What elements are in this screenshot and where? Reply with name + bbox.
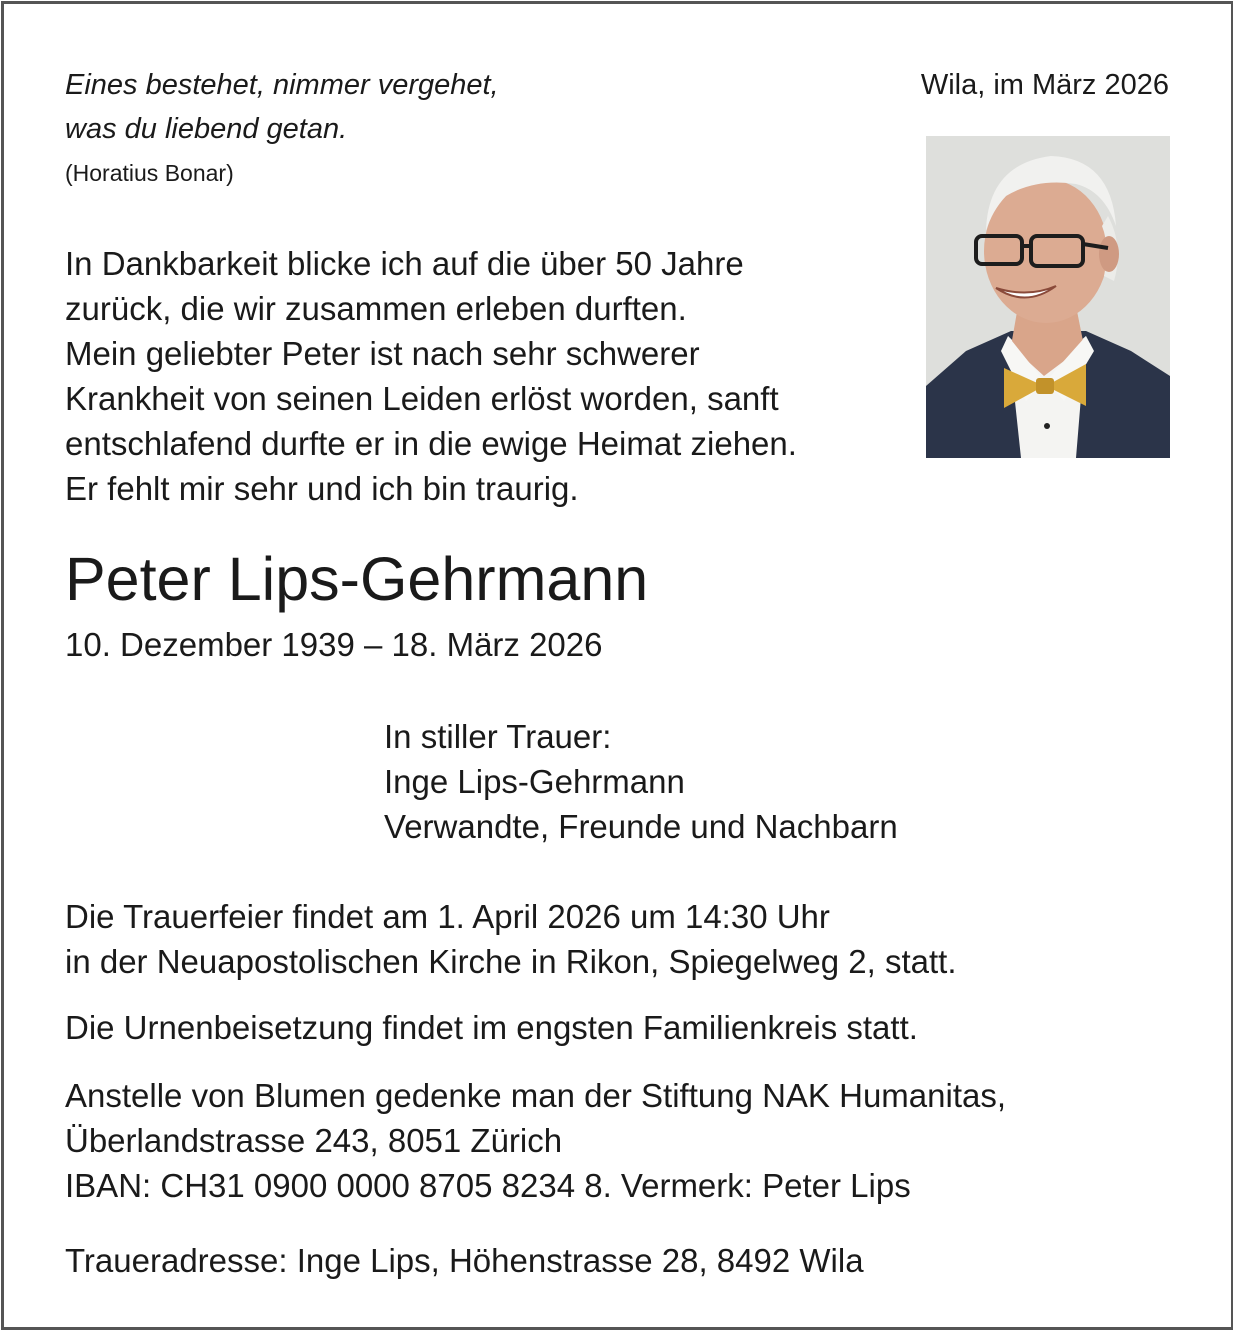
service-info [65, 894, 957, 984]
donation-iban: IBAN: CH31 0900 0000 8705 8234 8. Vermerk: Peter Lips [65, 1167, 911, 1204]
mourners-block [384, 714, 898, 849]
quote-line: Eines bestehet, nimmer vergehet, [65, 69, 499, 101]
poem-quote [65, 63, 499, 151]
message-line: Mein geliebter Peter ist nach sehr schwerer [65, 335, 700, 372]
deceased-name: Peter Lips-Gehrmann [65, 545, 649, 613]
urn-info: Die Urnenbeisetzung findet im engsten Familienkreis statt. [65, 1009, 918, 1046]
place-date: Wila, im März 2026 [920, 69, 1169, 101]
message-line: Krankheit von seinen Leiden erlöst worden, sanft [65, 380, 779, 417]
donation-address: Überlandstrasse 243, 8051 Zürich [65, 1122, 563, 1159]
mourner-group: Verwandte, Freunde und Nachbarn [384, 808, 898, 845]
mourners-heading: In stiller Trauer: [384, 718, 612, 755]
message-line: entschlafend durfte er in die ewige Heimat ziehen. [65, 425, 797, 462]
message-text [65, 241, 797, 511]
mourner-name: Inge Lips-Gehrmann [384, 763, 685, 800]
quote-line: was du liebend getan. [65, 113, 348, 145]
service-line: Die Trauerfeier findet am 1. April 2026 um 14:30 Uhr [65, 898, 830, 935]
message-line: In Dankbarkeit blicke ich auf die über 50 Jahre [65, 245, 744, 282]
service-line: in der Neuapostolischen Kirche in Rikon, Spiegelweg 2, statt. [65, 943, 957, 980]
life-dates: 10. Dezember 1939 – 18. März 2026 [65, 626, 603, 663]
donation-line: Anstelle von Blumen gedenke man der Stiftung NAK Humanitas, [65, 1077, 1007, 1114]
mourning-address: Traueradresse: Inge Lips, Höhenstrasse 28, 8492 Wila [65, 1242, 864, 1279]
quote-author: (Horatius Bonar) [65, 160, 234, 186]
message-line: zurück, die wir zusammen erleben durften. [65, 290, 687, 327]
portrait-photo [926, 136, 1170, 458]
donation-info [65, 1073, 1006, 1208]
message-line: Er fehlt mir sehr und ich bin traurig. [65, 470, 579, 507]
